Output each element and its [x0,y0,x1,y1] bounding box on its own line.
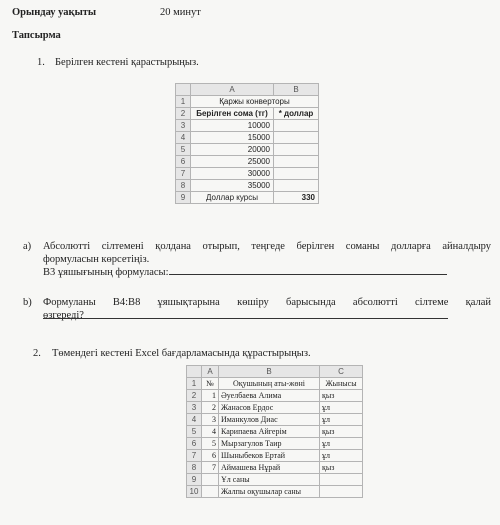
task1-text: Берілген кестені қарастырыңыз. [55,57,199,68]
dollar-cell [274,180,319,192]
name-header-cell: Оқушының аты-жөні [219,378,320,390]
row-number: 4 [187,414,202,426]
dollar-cell [274,132,319,144]
task-title: Тапсырма [12,30,61,41]
task2-text: Төмендегі кестені Excel бағдарламасында құрастырыңыз. [52,348,311,359]
sum-cell: 25000 [191,156,274,168]
sum-cell: 10000 [191,120,274,132]
rate-value-cell: 330 [274,192,319,204]
question-b-line2: өзгереді? [43,310,84,321]
question-b-label: b) [23,297,32,308]
column-header-b: B [219,366,320,378]
gender-cell: ұл [320,414,363,426]
row-number: 6 [176,156,191,168]
number-cell: 7 [202,462,219,474]
question-a-line3 [43,266,447,279]
sum-cell: 15000 [191,132,274,144]
row-number: 5 [187,426,202,438]
header-cell-sum: Берілген сома (тг) [191,108,274,120]
dollar-cell [274,120,319,132]
time-value: 20 минут [160,7,201,18]
row-number: 8 [176,180,191,192]
number-cell: 2 [202,402,219,414]
row-number: 9 [176,192,191,204]
number-header-cell: № [202,378,219,390]
row-number: 4 [176,132,191,144]
column-header-a: A [191,84,274,96]
number-cell [202,486,219,498]
task2-number: 2. [33,348,41,359]
row-number: 2 [176,108,191,120]
number-cell: 1 [202,390,219,402]
sum-cell: 30000 [191,168,274,180]
row-number: 3 [176,120,191,132]
row-number: 3 [187,402,202,414]
dollar-cell [274,168,319,180]
number-cell: 3 [202,414,219,426]
task1-spreadsheet [175,83,319,204]
row-number: 5 [176,144,191,156]
row-number: 10 [187,486,202,498]
name-cell: Аймашева Нұрай [219,462,320,474]
name-cell: Әуелбаева Алима [219,390,320,402]
name-cell: Иманкулов Диас [219,414,320,426]
column-header-a: A [202,366,219,378]
gender-cell: қыз [320,462,363,474]
sum-cell: 20000 [191,144,274,156]
boys-count-label: Ұл саны [219,474,320,486]
number-cell: 5 [202,438,219,450]
answer-line-a[interactable] [169,274,447,275]
question-a-formula-label: В3 ұяшығының формуласы: [43,267,169,278]
header-cell-dollar: * доллар [274,108,319,120]
dollar-cell [274,144,319,156]
question-a-line2: формуласын көрсетіңіз. [43,254,150,265]
number-cell: 4 [202,426,219,438]
gender-cell: қыз [320,426,363,438]
gender-cell: ұл [320,450,363,462]
question-a-label: a) [23,241,32,252]
row-number: 7 [176,168,191,180]
gender-header-cell: Жынысы [320,378,363,390]
corner-cell [187,366,202,378]
gender-cell: ұл [320,438,363,450]
name-cell: Шыныбеков Ертай [219,450,320,462]
rate-label-cell: Доллар курсы [191,192,274,204]
total-count-label: Жалпы оқушылар саны [219,486,320,498]
answer-line-b[interactable] [43,318,448,319]
name-cell: Жанасов Ердос [219,402,320,414]
row-number: 1 [176,96,191,108]
gender-cell: ұл [320,402,363,414]
row-number: 8 [187,462,202,474]
row-number: 1 [187,378,202,390]
row-number: 2 [187,390,202,402]
number-cell: 6 [202,450,219,462]
task2-spreadsheet [186,365,363,498]
task1-number: 1. [37,57,45,68]
total-count-cell [320,486,363,498]
sum-cell: 35000 [191,180,274,192]
time-label: Орындау уақыты [12,7,97,18]
question-a-line1: Абсолютті сілтемені қолдана отырып, теңгеде берілген соманы долларға айналдыру [43,241,491,252]
boys-count-cell [320,474,363,486]
question-b-line1: Формуланы В4:В8 ұяшықтарына көшіру барысында абсолютті сілтеме қалай [43,297,491,308]
row-number: 7 [187,450,202,462]
row-number: 9 [187,474,202,486]
corner-cell [176,84,191,96]
column-header-b: B [274,84,319,96]
dollar-cell [274,156,319,168]
name-cell: Карипаева Айгерім [219,426,320,438]
gender-cell: қыз [320,390,363,402]
row-number: 6 [187,438,202,450]
sheet-title-cell: Қаржы конверторы [191,96,319,108]
number-cell [202,474,219,486]
name-cell: Мырзагулов Таир [219,438,320,450]
column-header-c: C [320,366,363,378]
